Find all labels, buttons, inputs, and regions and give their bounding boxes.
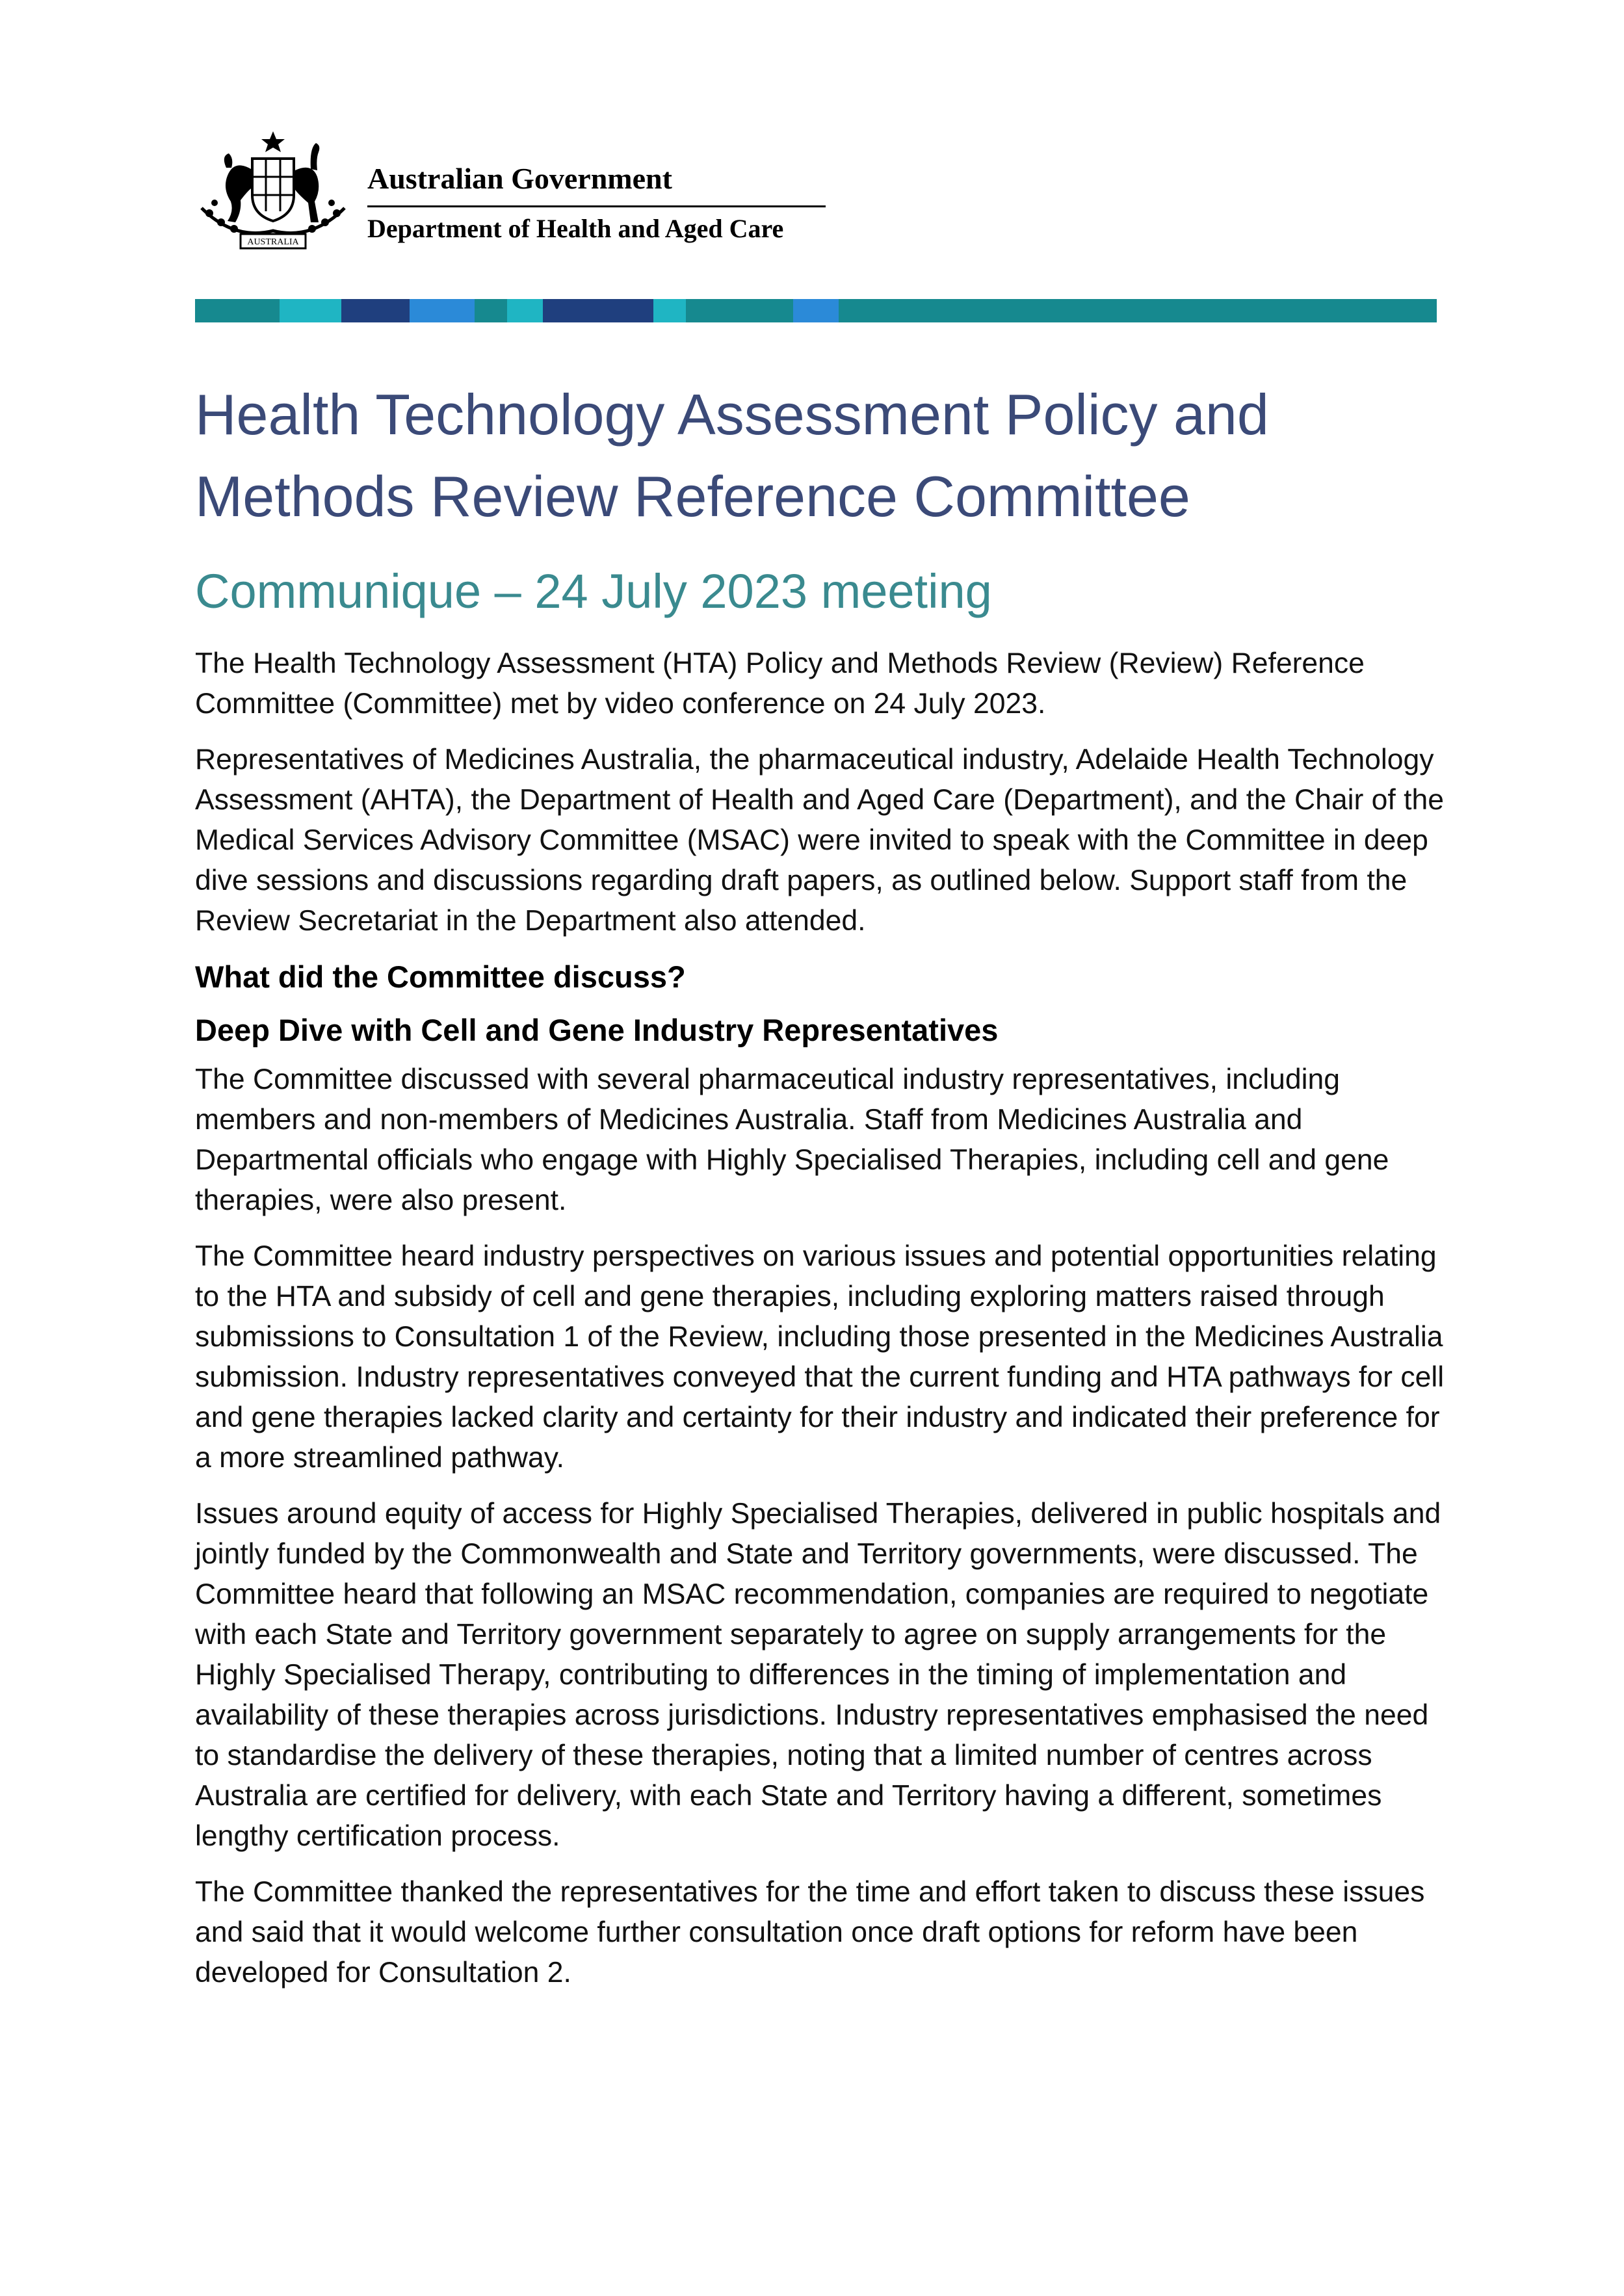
- stripe-segment: [686, 299, 793, 322]
- body-paragraph: The Committee discussed with several pharmaceutical industry representatives, including members and non-members of Medicines Australia. Staff from Medicines Australia and Departmental officials who engage with Highly Specialised Therapies, including cell and gene therapies, were also present.: [195, 1063, 1389, 1216]
- coat-of-arms-icon: [195, 130, 351, 254]
- stripe-segment: [280, 299, 341, 322]
- stripe-segment: [839, 299, 1437, 322]
- stripe-segment: [475, 299, 507, 322]
- stripe-segment: [410, 299, 475, 322]
- stripe-segment: [341, 299, 410, 322]
- government-name: Australian Government: [367, 162, 672, 195]
- header-divider: [367, 205, 826, 207]
- department-name: Department of Health and Aged Care: [367, 214, 784, 243]
- government-header: [195, 130, 832, 260]
- stripe-segment: [543, 299, 653, 322]
- stripe-segment: [195, 299, 280, 322]
- page-title: Health Technology Assessment Policy and Methods Review Reference Committee: [195, 382, 1269, 528]
- decorative-stripe: [195, 299, 1437, 322]
- body-paragraph: The Committee thanked the representatives for the time and effort taken to discuss these issues and said that it would welcome further consultation once draft options for reform have been developed for Consultation 2.: [195, 1876, 1425, 1989]
- body-paragraph: The Committee heard industry perspectives on various issues and potential opportunities relating to the HTA and subsidy of cell and gene therapies, including exploring matters raised through submissions to Consultation 1 of the Review, including those presented in the Medicines Australia submission. Industry representatives conveyed that the current funding and HTA pathways for cell and gene therapies lacked clarity and certainty for their industry and indicated their preference for a more streamlined pathway.: [195, 1240, 1445, 1474]
- intro-paragraph: The Health Technology Assessment (HTA) Policy and Methods Review (Review) Reference Committee (Committee) met by video conference on 24 July 2023.: [195, 647, 1365, 720]
- stripe-segment: [793, 299, 839, 322]
- section-heading: What did the Committee discuss?: [195, 959, 686, 994]
- subsection-heading: Deep Dive with Cell and Gene Industry Representatives: [195, 1013, 999, 1047]
- body-paragraph: Issues around equity of access for Highly Specialised Therapies, delivered in public hospitals and jointly funded by the Commonwealth and State and Territory governments, were discussed. The Committee heard that following an MSAC recommendation, companies are required to negotiate with each State and Territory government separately to agree on supply arrangements for the Highly Specialised Therapy, contributing to differences in the timing of implementation and availability of these therapies across jurisdictions. Industry representatives emphasised the need to standardise the delivery of these therapies, noting that a limited number of centres across Australia are certified for delivery, with each State and Territory having a different, sometimes lengthy certification process.: [195, 1498, 1441, 1852]
- stripe-segment: [653, 299, 686, 322]
- crest-scroll-text: AUSTRALIA: [247, 237, 299, 247]
- communique-body: [195, 644, 1450, 2009]
- stripe-segment: [507, 299, 543, 322]
- page-subtitle: Communique – 24 July 2023 meeting: [195, 564, 992, 618]
- intro-paragraph: Representatives of Medicines Australia, the pharmaceutical industry, Adelaide Health Technology Assessment (AHTA), the Department of Health and Aged Care (Department), and the Chair of the Medical Services Advisory Committee (MSAC) were invited to speak with the Committee in deep dive sessions and discussions regarding draft papers, as outlined below. Support staff from the Review Secretariat in the Department also attended.: [195, 744, 1445, 937]
